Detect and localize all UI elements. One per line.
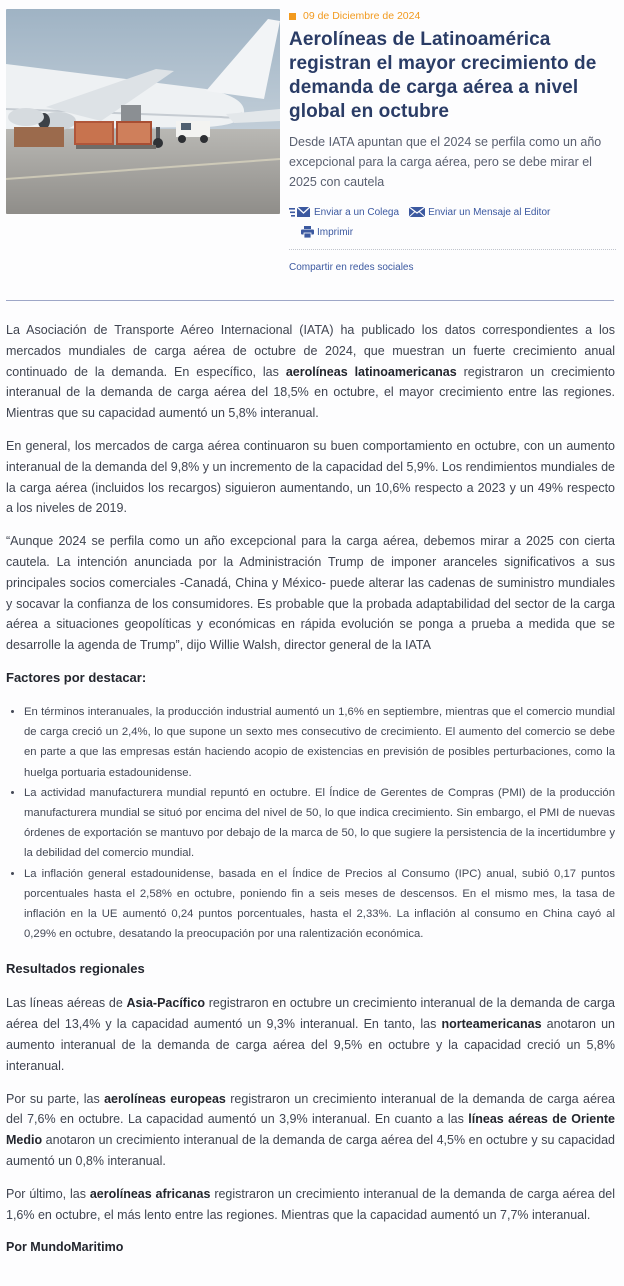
printer-icon (301, 226, 314, 238)
list-item: • La actividad manufacturera mundial repuntó en octubre. El Índice de Gerentes de Compras (PMI) de la producción manufacturera mundial se situó por encima del nivel de 50, lo que indica crecimiento. Sin embargo, el PMI de nuevas órdenes de exportación se mantuvo por debajo de la marca de 50, lo que sugiere la persistencia de la incertidumbre y la debilidad del comercio mundial. (24, 783, 615, 864)
heading-factores: Factores por destacar: (6, 669, 147, 685)
send-editor-link[interactable]: Enviar un Mensaje al Editor (409, 206, 550, 218)
heading-resultados: Resultados regionales (6, 961, 145, 977)
date-bullet-icon (289, 13, 296, 20)
print-link[interactable]: Imprimir (301, 226, 353, 238)
article-title: Aerolíneas de Latinoamérica registran el mayor crecimiento de demanda de carga aérea a nivel global en octubre (289, 29, 597, 122)
article-meta (289, 10, 616, 192)
send-colleague-link[interactable]: Enviar a un Colega (289, 206, 399, 218)
actions-divider (289, 249, 616, 250)
date-text: 09 de Diciembre de 2024 (303, 10, 421, 22)
article-byline: Por MundoMaritimo (6, 1240, 124, 1255)
article-header (0, 0, 624, 300)
share-social-link[interactable]: Compartir en redes sociales (289, 262, 414, 273)
paragraph-4: Las líneas aéreas de Asia-Pacífico registraron en octubre un crecimiento interanual de la demanda de carga aérea del 13,4% y la capacidad aumentó un 9,3% interanual. En tanto, las norteamericanas anotaron un aumento interanual de la demanda de carga aérea del 9,5% en octubre y la capacidad creció un 5,8% interanual. (6, 996, 616, 1073)
article-subtitle: Desde IATA apuntan que el 2024 se perfila como un año excepcional para la carga aérea, pero se debe mirar el 2025 con cautela (289, 135, 602, 189)
list-item: • En términos interanuales, la producción industrial aumentó un 1,6% en septiembre, mientras que el comercio mundial de carga creció un 2,4%, lo que supone un sexto mes consecutivo de crecimiento. El aumento del comercio se debe en parte a que las empresas están haciendo acopio de existencias en previsión de posibles perturbaciones, como la huelga portuaria estadounidense. (24, 702, 615, 783)
paragraph-3-quote: “Aunque 2024 se perfila como un año excepcional para la carga aérea, debemos mirar a 2025 con cierta cautela. La intención anunciada por la Administración Trump de imponer aranceles significativos a sus principales socios comerciales -Canadá, China y México- puede alterar las cadenas de suministro mundiales y socavar la confianza de los consumidores. Es probable que la probada adaptabilidad del sector de la carga aérea a situaciones geopolíticas y económicas en rápida evolución se ponga a prueba a medida que se desarrolle la agenda de Trump”, dijo Willie Walsh, director general de la IATA (6, 534, 615, 653)
paragraph-2: En general, los mercados de carga aérea continuaron su buen comportamiento en octubre, con un aumento interanual de la demanda del 9,8% y un incremento de la capacidad del 5,9%. Los rendimientos mundiales de la carga aérea (incluidos los recargos) siguieron aumentando, un 10,6% respecto a 2023 y un 49% respecto a los niveles de 2019. (6, 438, 615, 516)
paragraph-6: Por último, las aerolíneas africanas registraron un crecimiento interanual de la demanda de carga aérea del 1,6% en octubre, el más lento entre las regiones. Mientras que la capacidad aumentó un 7,7% interanual. (6, 1186, 615, 1222)
article-date (289, 10, 616, 22)
article-body (6, 320, 615, 1258)
article-actions (289, 204, 616, 273)
paragraph-1: La Asociación de Transporte Aéreo Internacional (IATA) ha publicado los datos correspondientes a los mercados mundiales de carga aérea de octubre de 2024, que muestran un fuerte crecimiento anual continuado de la demanda. En específico, las aerolíneas latinoamericanas registraron un crecimiento interanual de la demanda de carga aérea del 18,5% en octubre, el mayor crecimiento entre las regiones. Mientras que su capacidad aumentó un 5,8% interanual. (6, 323, 615, 421)
header-divider (6, 300, 614, 301)
paragraph-5: Por su parte, las aerolíneas europeas registraron un crecimiento interanual de la demanda de carga aérea del 7,6% en octubre. La capacidad aumentó un 3,9% interanual. En cuanto a las líneas aéreas de Oriente Medio anotaron un crecimiento interanual de la demanda de carga aérea del 4,5% en octubre y su capacidad aumentó un 0,8% interanual. (6, 1091, 615, 1168)
envelope-icon (409, 206, 425, 218)
mail-list-icon (289, 206, 311, 218)
list-item: • La inflación general estadounidense, basada en el Índice de Precios al Consumo (IPC) anual, subió 0,17 puntos porcentuales hasta el 2,58% en octubre, poniendo fin a seis meses de descensos. En el mismo mes, la tasa de inflación en la UE aumentó 0,24 puntos porcentuales, hasta el 2,33%. La inflación al consumo en China cayó al 0,29% en octubre, desatando la preocupación por una ralentización económica. (24, 864, 615, 945)
factors-list (6, 702, 615, 944)
cargo-airplane-photo (6, 9, 280, 214)
